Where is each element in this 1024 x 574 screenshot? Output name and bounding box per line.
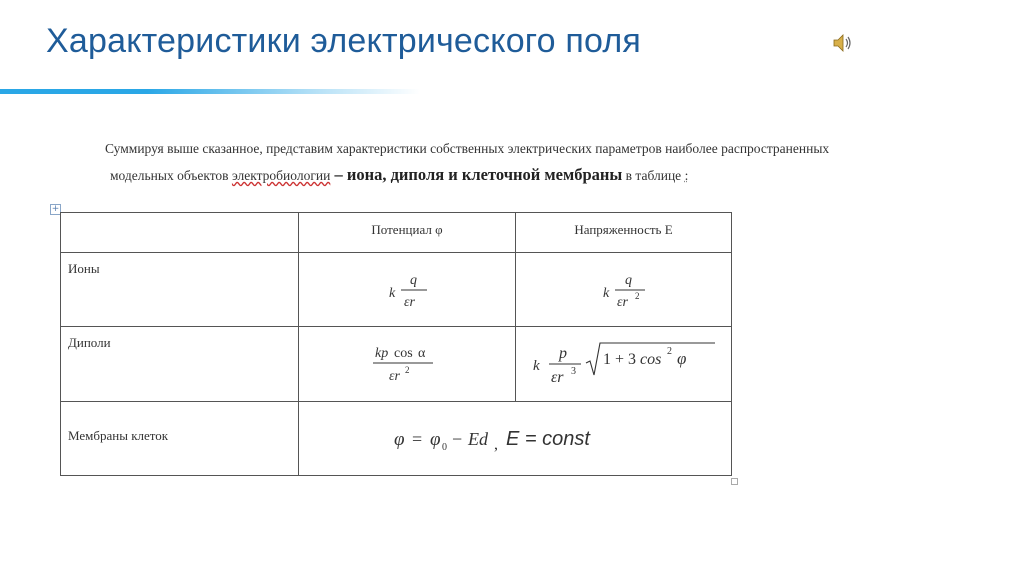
intro-suffix: в таблице [622,168,685,183]
svg-text:3: 3 [570,366,576,377]
svg-text:α: α [418,346,426,361]
intro-bold-objects: иона, диполя и клеточной мембраны [346,165,623,184]
intro-prefix: модельных объектов [110,168,232,183]
svg-text:k: k [389,285,396,301]
intro-underlined-term: электробиологии [231,168,331,183]
characteristics-table [60,212,732,476]
row-label-membranes: Мембраны клеток [61,402,299,476]
formula-dipole-potential-graphic [367,340,447,388]
svg-text:2: 2 [405,365,410,375]
formula-dipole-intensity [516,327,732,402]
svg-text:=: = [412,428,423,449]
svg-text:εr: εr [616,294,628,310]
svg-text:εr: εr [389,369,400,384]
table-row [61,402,732,476]
svg-text:cos: cos [639,351,661,368]
svg-text:2: 2 [634,290,639,301]
table-row [61,327,732,402]
formula-ion-intensity-graphic [589,268,659,312]
intro-line-1: Суммируя выше сказанное, представим характеристики собственных электрических параметров наиболее распространенных [105,141,830,156]
svg-text:εr: εr [550,369,564,386]
table-header-row [61,213,732,253]
svg-text:φ: φ [430,428,441,450]
svg-text:−: − [452,428,463,449]
svg-text:Ed: Ed [468,428,488,449]
svg-text:cos: cos [394,346,413,361]
intro-line-2 [105,162,975,189]
svg-text:k: k [532,358,540,374]
svg-text:kp: kp [375,346,389,361]
speaker-icon[interactable] [832,32,854,54]
title-accent-bar [0,89,420,94]
intro-colon: : [684,168,689,183]
svg-text:,: , [494,435,498,453]
formula-membrane [299,402,732,476]
table-resize-handle[interactable] [731,478,738,485]
intro-dash: – [330,165,347,184]
header-empty-cell [61,213,299,253]
row-label-dipoles: Диполи [61,327,299,402]
svg-text:φ: φ [676,349,686,368]
formula-ion-intensity [516,253,732,327]
svg-text:0: 0 [442,441,447,453]
svg-text:φ: φ [394,428,405,450]
intro-paragraph [105,136,975,189]
svg-text:1 + 3: 1 + 3 [602,351,636,368]
row-label-ions: Ионы [61,253,299,327]
header-intensity: Напряженность E [516,213,732,253]
header-potential: Потенциал φ [299,213,516,253]
table-move-handle-icon[interactable]: + [51,204,60,214]
table-row [61,253,732,327]
svg-text:E = const: E = const [506,427,590,450]
svg-text:k: k [602,285,609,301]
svg-text:q: q [410,272,417,288]
svg-text:εr: εr [404,294,415,310]
formula-dipole-intensity-graphic [529,337,719,391]
svg-text:2: 2 [666,346,672,357]
svg-text:p: p [558,345,567,362]
formula-ion-potential-graphic [372,268,442,312]
formula-dipole-potential [299,327,516,402]
svg-text:q: q [624,272,632,288]
formula-membrane-graphic [390,419,640,459]
slide-title: Характеристики электрического поля [46,22,642,60]
formula-ion-potential [299,253,516,327]
